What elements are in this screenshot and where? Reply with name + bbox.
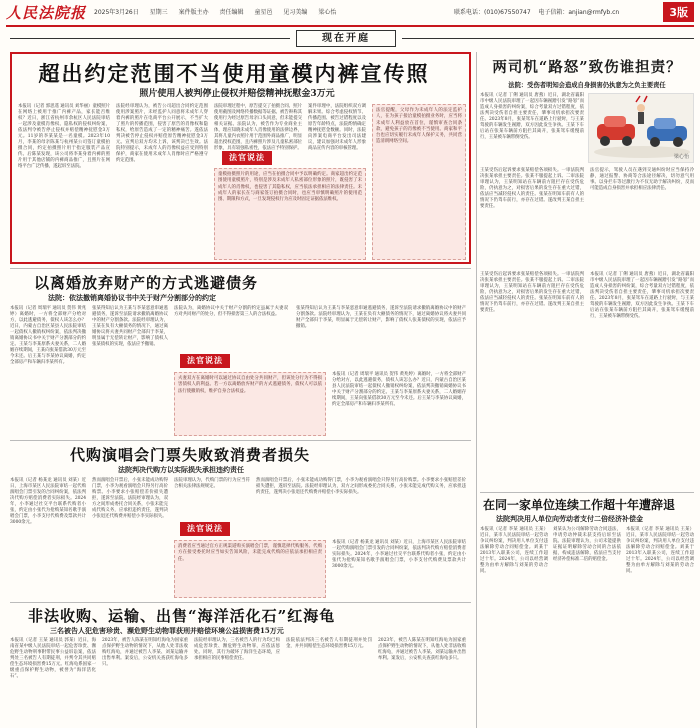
concert-judge-commentary: 消费者应当通过官方正规渠道购买演唱会门票，谨慎选择代购服务。代购方在接受委托时应当如实告知风险，未能完成代购的应依法承担相应责任。 xyxy=(174,540,326,598)
header-contact xyxy=(454,7,619,16)
editor-line-1: 责任编辑 xyxy=(219,9,244,16)
divorce-debt-column-4: 张某得知后认为王某与李某恶意串通逃避债务，遂诉至法院请求撤销离婚协议中的财产分割条款。法院经审理认为，王某在负有大额债务的情况下，通过离婚协议将夫妻共同财产全部归于李某，明显属于无偿转让财产，影响了债权人张某债权的实现，依法应予撤销。 xyxy=(296,306,466,329)
sea-turtle-column-4: 法院依法判决三名被告人有期徒刑并处罚金，并共同赔偿生态环境损害费15万元。 xyxy=(286,638,372,649)
judge-commentary-1: 童模拍摄照片的用途，应当在拍摄合同中予以明确约定。商家超出约定范围使用童模照片，特别是涉及未成年人私密部位形象的照片，既侵害了未成年人的肖像权，也侵害了其隐私权，应当依法承担相应的法律责任。未成年人的家长在与商家签订拍摄合同时，也应当审慎明确照片的使用范围、期限和方式，一旦发现侵权行为应及时固定证据依法维权。 xyxy=(214,168,366,260)
sea-turtle-subheadline: 三名被告人犯危害珍贵、濒危野生动物罪获刑并赔偿环境公益损害费15万元 xyxy=(50,626,284,635)
sea-turtle-column-1: 本报讯（记者 王某 通讯员 郭某）近日，海南省某中级人民法院审结一起危害珍贵、濒危野生动物刑事附带民事公益诉讼案，依法判处三名被告人有期徒刑，并判令其共同赔偿生态环境损害费15万元。红海龟系国家一级重点保护野生动物，被誉为“海洋活化石”。 xyxy=(10,638,96,679)
concert-judge-badge: 法官说法 xyxy=(180,522,230,536)
divorce-judge-commentary: 夫妻双方在离婚时可以通过协议自由处分共同财产，但该处分行为不得损害债权人的利益。若一方以离婚放弃财产的方式逃避债务，债权人可以依法行使撤销权，维护自身合法权益。 xyxy=(174,372,326,436)
issue-weekday: 星期三 xyxy=(149,9,168,16)
concert-ticket-column-3: 法院审理认为，代购门票的行为应当符合相关法律法规规定。 xyxy=(174,478,250,489)
editor-line-4: 梁心怡 xyxy=(318,9,337,16)
sea-turtle-column-2: 2023年，被告人陈某在明知红海龟为国家重点保护野生动物的情况下，从他人处非法收购红海龟，并通过被告人李某、刘某运输并出售牟利。案发后，公安机关查获红海龟多只。 xyxy=(102,638,188,667)
sea-turtle-headline: 非法收购、运输、出售“海洋活化石”红海龟 xyxy=(28,607,336,625)
sea-turtle-column-3: 法院经审理认为，三名被告人的行为均已构成危害珍贵、濒危野生动物罪，应依法惩处。同时，其行为破坏了海洋生态环境，应承担相应的民事赔偿责任。 xyxy=(194,638,280,661)
dismissal-headline: 在同一家单位连续工作超十年遭辞退 xyxy=(483,498,676,512)
concert-ticket-column-2: 然而演唱会开票后，小张未能成功购得门票，小李为观看演唱会只得另行高价购票。小李要求小张赔偿差价损失遭拒，遂诉至法院。法院经审理认为，双方之间形成委托合同关系，小张未能完成代购义务，应承担违约责任，遂判决小张退还代购费并赔偿小李实际损失。 xyxy=(92,478,168,519)
header-rule xyxy=(6,25,694,27)
dismissal-column-2: 刘某认为公司解除劳动合同违法，申请劳动仲裁未获支持后诉至法院。法院审理认为，公司未能提供证据证明解除劳动合同的合法依据，构成违法解除，依法应当支付经济补偿标准二倍的赔偿金。 xyxy=(553,527,621,562)
featured-subheadline: 照片使用人被判停止侵权并赔偿精神抚慰金3万元 xyxy=(139,89,335,99)
judge-commentary-2: 法官提醒，父母作为未成年人的法定监护人，在为孩子接洽童模拍摄业务时，应当将未成年人利益放在首位，谨慎审查合同条款，避免孩子的肖像被不当使用。商家和平台也应切实履行未成年人保护义务，共同营造清朗网络空间。 xyxy=(372,104,466,260)
section-rule-left xyxy=(10,38,290,39)
contact-email: 电子信箱：anjian@rmfyb.cn xyxy=(538,9,620,16)
concert-ticket-subheadline: 法院判决代购方以实际损失承担违约责任 xyxy=(118,465,244,474)
divorce-judge-badge: 法官说法 xyxy=(180,354,230,368)
page-number-badge: 3版 xyxy=(663,2,694,22)
section-label: 现在开庭 xyxy=(296,30,396,47)
road-rage-column-3: 法官提示，驾驶人员在遇到交通纠纷时应当保持冷静，通过报警、协商等合法途径解决，切勿意气用事。以身拦车等过激行为不仅无助于解决纠纷，反而可能造成自身损害并承担相应法律责任。 xyxy=(590,168,694,191)
road-rage-column-1: 本报讯（记者 丁俐 通讯员 唐燕）近日，湖北省襄阳市中级人民法院审理了一起因车辆剐蹭引发“路怒”而造成人身损害的纠纷案，综合考量双方过错程度，依法判决受伤者自担主要责任，肇事司机承担次要责任。2023年8月，张某驾车在道路上行驶时，与王某驾驶的车辆发生剐蹭，双方因此发生争执。王某下车后站在张某车辆前方阻拦其离开，张某驾车缓慢前行，王某被车辆带倒受伤。 xyxy=(480,93,584,140)
concert-ticket-headline: 代购演唱会门票失败致消费者损失 xyxy=(70,446,311,464)
featured-column-2: 法院经审理认为，被告公司超出合同约定范围使用涉案照片，未经监护人同意将未成年人穿着内裤的照片在电商平台公开展示，不当扩大了照片的传播范围，侵害了原告的肖像权和隐私权，给原告造成了一定的精神痛苦。遂依法判决被告停止侵权并赔偿原告精神抚慰金3万元。宣判后双方均未上诉，该判决已生效。法院特别提示，未成年人的肖像权益应受到特别保护，商家在使用未成年人肖像时应严格遵守约定范围。 xyxy=(116,104,208,163)
road-rage-illustration xyxy=(588,93,694,163)
divorce-debt-column-1: 本报讯（记者 周瑞平 通讯员 贺伟 黄兆婷）离婚时，一方将全部财产分给对方，以此逃避债务，债权人该怎么办？近日，内蒙古自治区某县人民法院审结一起债权人撤销权纠纷案，依法判决撤销离婚协议书中关于财产分割部分的约定。王某与李某原系夫妻关系，二人婚姻存续期间，王某向张某借款30万元至今未还。后王某与李某协议离婚，约定全部房产和车辆归李某所有。 xyxy=(10,306,86,365)
concert-ticket-column-5: 本报讯（记者 杨某龙 通讯员 刘某）近日，上海市某区人民法院审结一起代购演唱会门票引发的合同纠纷案，依法判决代购方赔偿消费者实际损失。2024年，小李通过社交平台联系代购者小张，约定由小张代为抢购某知名歌手演唱会门票，小李支付代购费及票款共计3000余元。 xyxy=(332,540,466,569)
dismissal-column-3: 本报讯（记者 李某 通讯员 王某）近日，某市人民法院审结一起劳动争议纠纷案，判决用人单位支付违法解除劳动合同赔偿金。刘某于2013年入职某公司，连续工作超过十年。2024年，公司以经营调整为由单方解除与刘某的劳动合同。 xyxy=(626,527,694,574)
editor-line-2: 童星邑 xyxy=(254,9,273,16)
featured-headline: 超出约定范围不当使用童模内裤宣传照 xyxy=(38,61,430,86)
featured-story xyxy=(10,52,471,264)
divider-after-divorce xyxy=(10,440,471,441)
editor-line-0: 案件版主办 xyxy=(178,9,209,16)
featured-column-3: 法院审理过程中，原告提交了拍摄合同、照片使用截图及网络传播数据等证据。被告辩称其使用行为经过原告母亲口头同意，但未能提交相关证据。法院认为，被告作为专业商业主体，理应知晓未成年人肖像使用的法律边界，其将儿童内衣照片用于范围外商品推广，明显超出授权范围，且内裤照片涉及儿童私密部位形象，具有较强私密性，依法应予特别保护。 xyxy=(214,104,302,151)
judge-comment-badge: 法官说法 xyxy=(222,151,272,165)
issue-date: 2025年3月26日 xyxy=(94,9,139,16)
divider-after-concert xyxy=(10,602,471,603)
road-rage-column-4: 王某受伤后起诉要求张某赔偿各项损失。一审法院判决张某承担主要责任。张某不服提起上诉。二审法院审理认为，王某明知站在车辆前方阻拦存在受伤危险，仍执意为之，对损害后果的发生存在重大过错，依法应当减轻侵权人的责任。张某在明知车前有人的情况下仍驾车前行，亦存在过错。遂改判王某自担主要责任。 xyxy=(480,272,584,313)
featured-column-1: 本报讯（记者 郭思遥 通讯员 刘华丽）童模照片在网络上被用于推广内裤产品，家长能否维权？近日，浙江省杭州市余杭区人民法院审结一起涉及童模肖像权、隐私权的侵权纠纷案，依法判令被告停止侵权并赔偿精神抚慰金3万元。11岁的李某某是一名童模。2023年10月，李某的母亲陈某与杭州某公司签订童模拍摄合同，约定拍摄照片用于指定服装产品宣传。后陈某发现，该公司将李某身着内裤的照片用于其他店铺的内裤商品推广，且照片在网络平台广泛传播，遂起诉至法院。 xyxy=(18,104,111,169)
masthead xyxy=(6,2,694,24)
dismissal-subheadline: 法院判决用人单位向劳动者支付二倍经济补偿金 xyxy=(496,514,643,523)
featured-column-4: 案件审理中，法院组织双方调解未果。综合考虑侵权情节、传播范围、被告过错程度以及原告年龄特点，法院酌情确定精神抚慰金数额。同时，法院向涉案电商平台发出司法建议，建议加强对未成年人形象商品宣传内容的审核管理。 xyxy=(308,104,366,151)
divider-after-feature xyxy=(10,268,471,269)
road-rage-subheadline: 法院：受伤者明知会造成自身损害仍执意为之负主要责任 xyxy=(508,82,666,89)
newspaper-logo: 人民法院报 xyxy=(6,4,87,22)
divorce-debt-column-2: 张某得知后认为王某与李某恶意串通逃避债务，遂诉至法院请求撤销离婚协议中的财产分割条款。法院经审理认为，王某在负有大额债务的情况下，通过离婚协议将夫妻共同财产全部归于李某，明显属于无偿转让财产，影响了债权人张某债权的实现，依法应予撤销。 xyxy=(92,306,168,347)
concert-ticket-column-1: 本报讯（记者 杨某龙 通讯员 刘某）近日，上海市某区人民法院审结一起代购演唱会门票引发的合同纠纷案，依法判决代购方赔偿消费者实际损失。2024年，小李通过社交平台联系代购者小张，约定由小张代为抢购某知名歌手演唱会门票，小李支付代购费及票款共计3000余元。 xyxy=(10,478,86,525)
road-rage-column-2: 王某受伤后起诉要求张某赔偿各项损失。一审法院判决张某承担主要责任。张某不服提起上诉。二审法院审理认为，王某明知站在车辆前方阻拦存在受伤危险，仍执意为之，对损害后果的发生存在重大过错，依法应当减轻侵权人的责任。张某在明知车前有人的情况下仍驾车前行，亦存在过错。遂改判王某自担主要责任。 xyxy=(480,168,584,209)
divorce-debt-headline: 以离婚放弃财产的方式逃避债务 xyxy=(34,274,259,292)
section-rule-right xyxy=(402,38,694,39)
road-rage-column-5: 本报讯（记者 丁俐 通讯员 唐燕）近日，湖北省襄阳市中级人民法院审理了一起因车辆剐蹭引发“路怒”而造成人身损害的纠纷案，综合考量双方过错程度，依法判决受伤者自担主要责任，肇事司机承担次要责任。2023年8月，张某驾车在道路上行驶时，与王某驾驶的车辆发生剐蹭，双方因此发生争执。王某下车后站在张某车辆前方阻拦其离开，张某驾车缓慢前行，王某被车辆带倒受伤。 xyxy=(590,272,694,319)
column-divider-main xyxy=(476,52,477,728)
header-meta xyxy=(94,7,345,16)
divorce-debt-column-5: 本报讯（记者 周瑞平 通讯员 贺伟 黄兆婷）离婚时，一方将全部财产分给对方，以此逃避债务，债权人该怎么办？近日，内蒙古自治区某县人民法院审结一起债权人撤销权纠纷案，依法判决撤销离婚协议书中关于财产分割部分的约定。王某与李某原系夫妻关系，二人婚姻存续期间，王某向张某借款30万元至今未还。后王某与李某协议离婚，约定全部房产和车辆归李某所有。 xyxy=(332,372,466,407)
divorce-debt-subheadline: 法院：依法撤销离婚协议书中关于财产分割部分的约定 xyxy=(48,293,216,302)
divorce-debt-column-3: 法院认为，离婚协议中关于财产分割的约定虽属于夫妻双方对共同财产的处分，但不得损害第三人的合法权益。 xyxy=(174,306,288,317)
sea-turtle-column-5: 2023年，被告人陈某在明知红海龟为国家重点保护野生动物的情况下，从他人处非法收购红海龟，并通过被告人李某、刘某运输并出售牟利。案发后，公安机关查获红海龟多只。 xyxy=(378,638,466,661)
illustration-credit: 梁心怡 xyxy=(673,154,689,160)
editor-line-3: 见习美编 xyxy=(283,9,308,16)
concert-ticket-column-4: 然而演唱会开票后，小张未能成功购得门票，小李为观看演唱会只得另行高价购票。小李要求小张赔偿差价损失遭拒，遂诉至法院。法院经审理认为，双方之间形成委托合同关系，小张未能完成代购义务，应承担违约责任，遂判决小张退还代购费并赔偿小李实际损失。 xyxy=(256,478,466,495)
divider-right-lower xyxy=(480,492,694,493)
contact-phone: 联系电话：(010)67550747 xyxy=(454,9,531,16)
road-rage-headline: 两司机“路怒”致伤谁担责？ xyxy=(492,59,682,76)
dismissal-column-1: 本报讯（记者 李某 通讯员 王某）近日，某市人民法院审结一起劳动争议纠纷案，判决用人单位支付违法解除劳动合同赔偿金。刘某于2013年入职某公司，连续工作超过十年。2024年，公司以经营调整为由单方解除与刘某的劳动合同。 xyxy=(480,527,548,574)
